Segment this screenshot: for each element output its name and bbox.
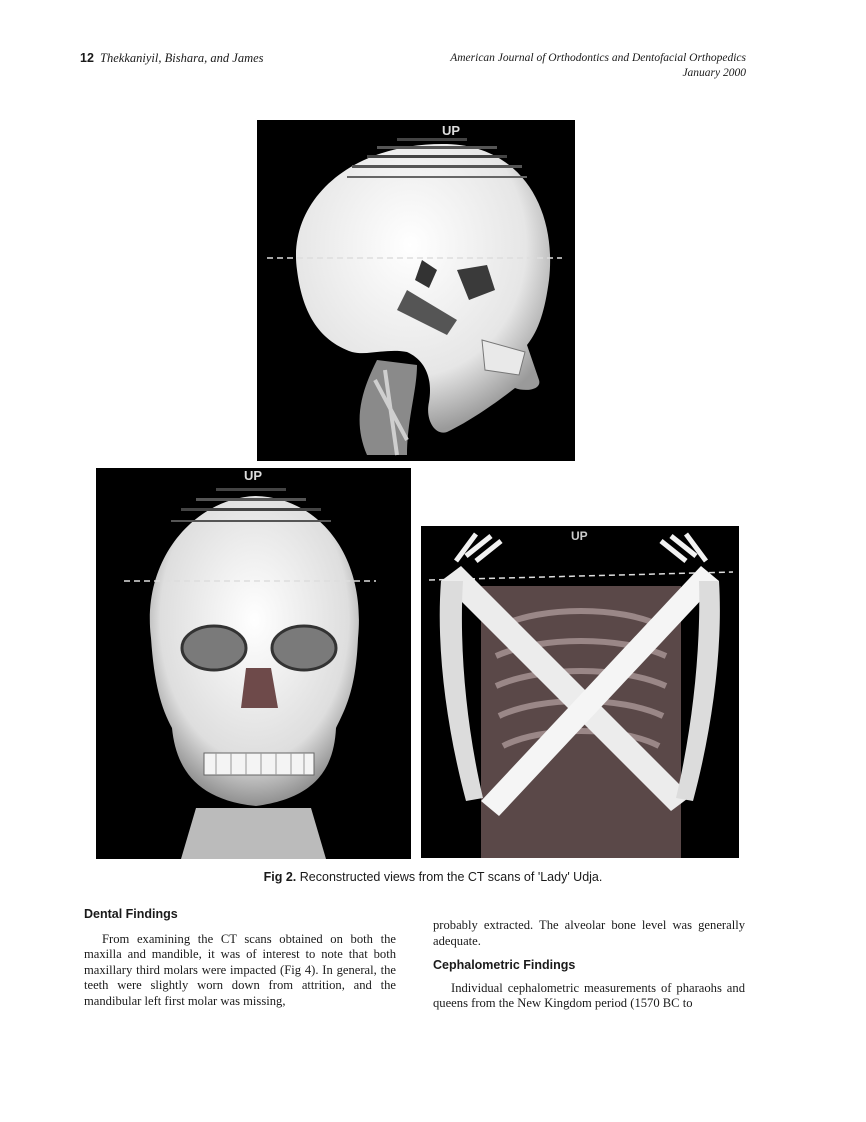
continuation-paragraph: probably extracted. The alveolar bone level was generally adequate. [433, 918, 745, 948]
ct-lateral-skull-image [257, 120, 575, 461]
running-header-right [450, 51, 746, 81]
figure-caption [0, 870, 866, 884]
running-authors: Thekkaniyil, Bishara, and James [100, 51, 264, 65]
up-label-3: UP [571, 529, 588, 543]
dental-findings-paragraph: From examining the CT scans obtained on both the maxilla and mandible, it was of interest to note that both maxillary third molars were impacted (Fig 4). In general, the teeth were slightly worn down from attrition, and the mandibular left first molar was missing, [84, 931, 396, 1008]
journal-title: American Journal of Orthodontics and Dentofacial Orthopedics [450, 52, 746, 64]
page-number: 12 [80, 51, 94, 65]
cephalometric-paragraph: Individual cephalometric measurements of pharaohs and queens from the New Kingdom period (1570 BC to [433, 980, 745, 1011]
issue-date: January 2000 [682, 67, 746, 79]
right-column [433, 918, 745, 1012]
caption-text: Reconstructed views from the CT scans of 'Lady' Udja. [299, 870, 603, 884]
left-column [84, 907, 396, 1010]
ct-frontal-skull-image [96, 468, 411, 859]
running-header-left [80, 51, 264, 66]
cephalometric-findings-heading: Cephalometric Findings [433, 958, 576, 973]
dental-findings-heading: Dental Findings [84, 907, 178, 921]
up-label-2: UP [244, 468, 263, 483]
up-label-1: UP [442, 123, 461, 138]
caption-label: Fig 2. [263, 870, 297, 884]
ct-crossed-arms-image [421, 526, 739, 858]
